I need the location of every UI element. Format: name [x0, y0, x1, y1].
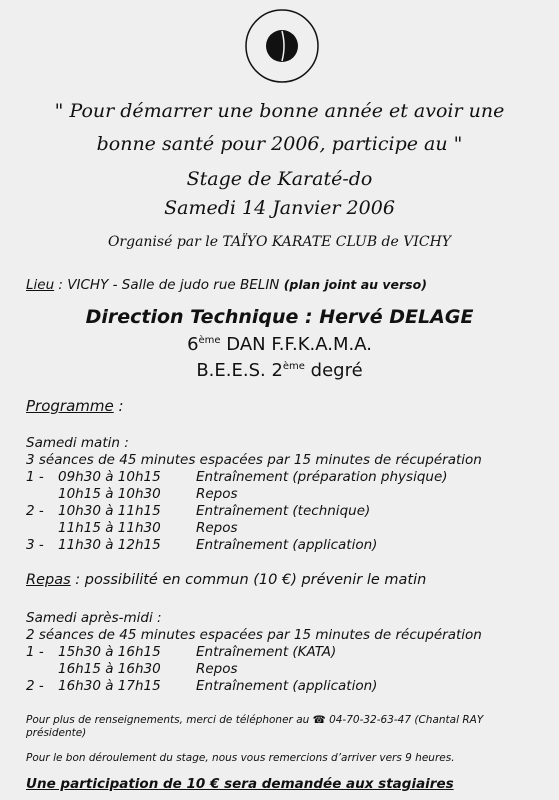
session-time: 10h15 à 10h30	[58, 486, 161, 502]
session-time: 10h30 à 11h15	[58, 503, 161, 519]
dan-sup: ème	[198, 335, 221, 346]
session-number: 1 -	[26, 469, 44, 485]
session-description: Entraînement (application)	[196, 537, 378, 553]
schedule-row	[26, 469, 448, 485]
programme-heading	[26, 397, 124, 415]
info-line-1b: présidente)	[26, 727, 87, 739]
heading-line-1: " Pour démarrer une bonne année et avoir une	[54, 100, 505, 122]
heading-line-2: bonne santé pour 2006, participe au "	[96, 133, 463, 155]
schedule-row	[26, 661, 238, 677]
bees-sup: ème	[282, 361, 305, 372]
repas-line	[26, 572, 426, 588]
schedule-row	[26, 520, 238, 536]
session-number: 1 -	[26, 644, 44, 660]
lieu-line	[26, 277, 427, 293]
session-time: 09h30 à 10h15	[58, 469, 161, 485]
info-line-2: Pour le bon déroulement du stage, nous vous remercions d’arriver vers 9 heures.	[26, 752, 455, 764]
session-time: 11h30 à 12h15	[58, 537, 161, 553]
dan-text: DAN F.F.K.A.M.A.	[220, 334, 372, 355]
session-time: 16h30 à 17h15	[58, 678, 161, 694]
programme-colon: :	[113, 397, 124, 415]
bees-text: B.E.E.S. 2	[196, 360, 283, 381]
session-time: 11h15 à 11h30	[58, 520, 161, 536]
schedule-row	[26, 644, 336, 660]
phone-number: 04-70-32-63-47 (Chantal RAY	[325, 714, 484, 726]
session-time: 15h30 à 16h15	[58, 644, 161, 660]
session-description: Entraînement (application)	[196, 678, 378, 694]
heading-date: Samedi 14 Janvier 2006	[164, 197, 395, 219]
club-logo-icon	[244, 8, 320, 84]
direction-technique: Direction Technique : Hervé DELAGE	[85, 306, 474, 328]
session-number: 2 -	[26, 503, 44, 519]
repas-text: : possibilité en commun (10 €) prévenir le matin	[70, 572, 427, 588]
lieu-text: : VICHY - Salle de judo rue BELIN	[54, 277, 284, 293]
session-time: 16h15 à 16h30	[58, 661, 161, 677]
bees-degree: degré	[304, 360, 363, 381]
session-description: Repos	[196, 520, 238, 536]
schedule-row	[26, 678, 377, 694]
schedule-row	[26, 537, 377, 553]
info-text: Pour plus de renseignements, merci de téléphoner au	[26, 714, 313, 726]
schedule-row	[26, 503, 370, 519]
session-description: Repos	[196, 661, 238, 677]
session-number: 2 -	[26, 678, 44, 694]
afternoon-intro: 2 séances de 45 minutes espacées par 15 minutes de récupération	[26, 627, 482, 643]
morning-intro: 3 séances de 45 minutes espacées par 15 minutes de récupération	[26, 452, 482, 468]
session-description: Entraînement (préparation physique)	[196, 469, 448, 485]
session-description: Repos	[196, 486, 238, 502]
info-line-1	[26, 714, 483, 726]
session-number: 3 -	[26, 537, 44, 553]
dan-number: 6	[187, 334, 199, 355]
dan-line	[0, 334, 559, 355]
repas-label: Repas	[26, 572, 71, 588]
telephone-icon: ☎	[312, 714, 326, 726]
afternoon-title: Samedi après-midi :	[26, 610, 162, 626]
organizer-line: Organisé par le TAÏYO KARATE CLUB de VICHY	[107, 234, 452, 250]
session-description: Entraînement (technique)	[196, 503, 371, 519]
session-description: Entraînement (KATA)	[196, 644, 337, 660]
lieu-note: (plan joint au verso)	[283, 277, 427, 292]
bees-line	[0, 360, 559, 381]
lieu-label: Lieu	[26, 277, 55, 293]
programme-title: Programme	[26, 397, 114, 415]
heading-stage-title: Stage de Karaté-do	[186, 168, 373, 190]
participation-notice: Une participation de 10 € sera demandée aux stagiaires	[26, 776, 454, 792]
schedule-row	[26, 486, 238, 502]
morning-title: Samedi matin :	[26, 435, 129, 451]
